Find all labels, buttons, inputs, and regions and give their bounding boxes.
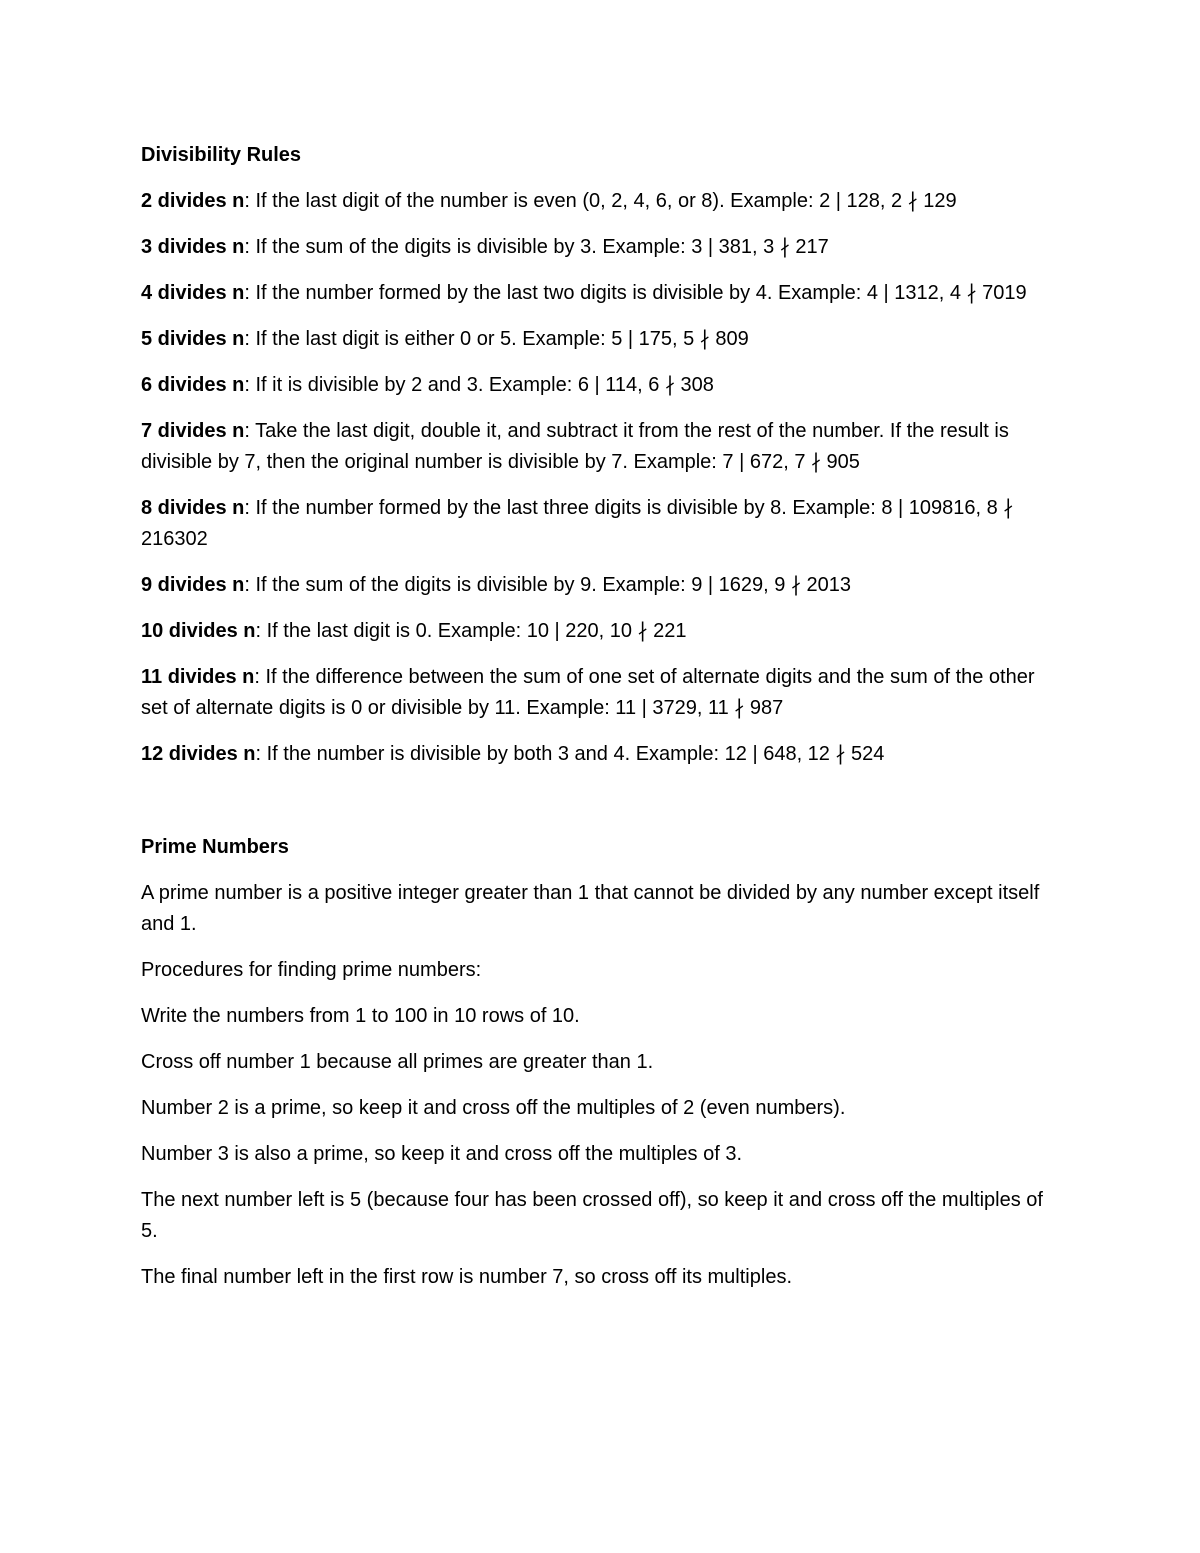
section-heading-divisibility-rules: Divisibility Rules bbox=[141, 144, 302, 166]
paragraph-step-3: Number 2 is a prime, so keep it and cross off the multiples of 2 (even numbers). bbox=[141, 1097, 846, 1119]
rule-label: 12 divides n bbox=[141, 743, 256, 765]
rule-label: 3 divides n bbox=[141, 236, 245, 258]
rule-label: 2 divides n bbox=[141, 190, 245, 212]
rule-8 bbox=[141, 493, 1061, 555]
document-body bbox=[141, 140, 1061, 1308]
rule-4 bbox=[141, 278, 1061, 309]
paragraph-procedures-intro: Procedures for finding prime numbers: bbox=[141, 959, 482, 981]
rule-text: : If the number formed by the last three digits is divisible by 8. Example: 8 | 109816, 8 ∤ 216302 bbox=[141, 497, 1014, 550]
rule-label: 11 divides n bbox=[141, 666, 255, 688]
rule-text: : If it is divisible by 2 and 3. Example: 6 | 114, 6 ∤ 308 bbox=[244, 374, 714, 396]
paragraph-step-5: The next number left is 5 (because four has been crossed off), so keep it and cross off the multiples of 5. bbox=[141, 1189, 1043, 1242]
section-heading-prime-numbers: Prime Numbers bbox=[141, 836, 289, 858]
rule-label: 7 divides n bbox=[141, 420, 245, 442]
rule-text: : If the last digit is either 0 or 5. Example: 5 | 175, 5 ∤ 809 bbox=[244, 328, 749, 350]
rule-text: : If the number formed by the last two digits is divisible by 4. Example: 4 | 1312, 4 ∤ 7019 bbox=[244, 282, 1027, 304]
paragraph-step-6: The final number left in the first row is number 7, so cross off its multiples. bbox=[141, 1266, 792, 1288]
rule-text: : If the number is divisible by both 3 and 4. Example: 12 | 648, 12 ∤ 524 bbox=[255, 743, 885, 765]
rule-label: 10 divides n bbox=[141, 620, 256, 642]
rule-3 bbox=[141, 232, 1061, 263]
rule-7 bbox=[141, 416, 1061, 478]
rule-9 bbox=[141, 570, 1061, 601]
rule-text: : If the last digit is 0. Example: 10 | 220, 10 ∤ 221 bbox=[255, 620, 687, 642]
rule-5 bbox=[141, 324, 1061, 355]
section-spacer bbox=[141, 785, 1061, 832]
rule-text: : If the sum of the digits is divisible by 3. Example: 3 | 381, 3 ∤ 217 bbox=[244, 236, 829, 258]
rule-text: : If the last digit of the number is even (0, 2, 4, 6, or 8). Example: 2 | 128, 2 ∤ 129 bbox=[244, 190, 957, 212]
paragraph-prime-definition: A prime number is a positive integer greater than 1 that cannot be divided by any number except itself and 1. bbox=[141, 882, 1040, 935]
rule-text: : If the sum of the digits is divisible by 9. Example: 9 | 1629, 9 ∤ 2013 bbox=[244, 574, 852, 596]
rule-2 bbox=[141, 186, 1061, 217]
rule-text: : If the difference between the sum of one set of alternate digits and the sum of the other set of alternate digits is 0 or divisible by 11. Example: 11 | 3729, 11 ∤ 987 bbox=[141, 666, 1035, 719]
rule-10 bbox=[141, 616, 1061, 647]
rule-label: 5 divides n bbox=[141, 328, 245, 350]
rule-text: : Take the last digit, double it, and subtract it from the rest of the number. If the result is divisible by 7, then the original number is divisible by 7. Example: 7 | 672, 7 ∤ 905 bbox=[141, 420, 1009, 473]
rule-11 bbox=[141, 662, 1061, 724]
rule-6 bbox=[141, 370, 1061, 401]
rule-12 bbox=[141, 739, 1061, 770]
rule-label: 8 divides n bbox=[141, 497, 245, 519]
paragraph-step-4: Number 3 is also a prime, so keep it and cross off the multiples of 3. bbox=[141, 1143, 743, 1165]
paragraph-step-2: Cross off number 1 because all primes are greater than 1. bbox=[141, 1051, 654, 1073]
rule-label: 6 divides n bbox=[141, 374, 245, 396]
rule-label: 4 divides n bbox=[141, 282, 245, 304]
paragraph-step-1: Write the numbers from 1 to 100 in 10 rows of 10. bbox=[141, 1005, 580, 1027]
rule-label: 9 divides n bbox=[141, 574, 245, 596]
